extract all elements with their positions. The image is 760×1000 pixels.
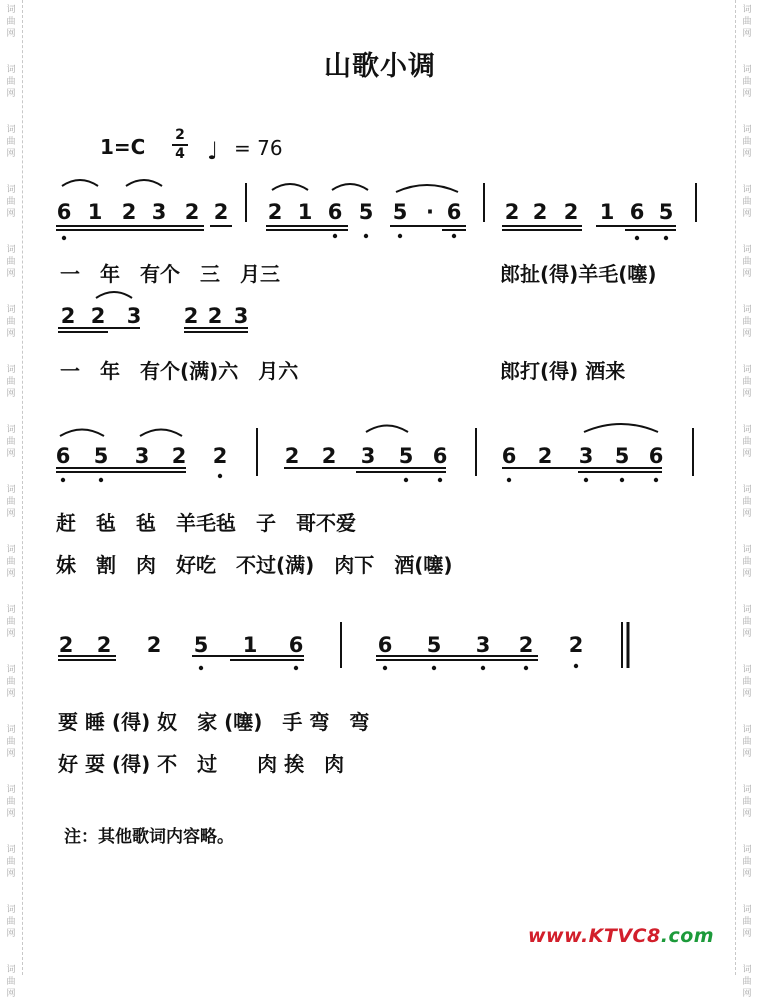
watermark-text: 词 曲 网 <box>742 725 752 759</box>
slur <box>584 424 658 432</box>
jianpu-note: 2 <box>184 200 200 224</box>
watermark-text: 词 曲 网 <box>742 665 752 699</box>
page-title: 山歌小调 <box>324 51 436 82</box>
jianpu-note: 6 <box>377 633 393 657</box>
watermark-text: 词 曲 网 <box>742 5 752 39</box>
jianpu-note: 3 <box>233 304 249 328</box>
jianpu-note: 2 <box>207 304 223 328</box>
jianpu-note: 2 <box>58 633 74 657</box>
octave-dot <box>398 234 402 238</box>
jianpu-note: · <box>426 200 434 224</box>
jianpu-note: 3 <box>578 444 594 468</box>
lyrics-line <box>60 355 298 384</box>
jianpu-note: 2 <box>121 200 137 224</box>
octave-dot <box>383 666 387 670</box>
jianpu-note: 6 <box>446 200 462 224</box>
jianpu-note: 2 <box>504 200 520 224</box>
slur <box>62 180 98 186</box>
time-signature-bottom: 4 <box>175 146 185 162</box>
lyrics-line <box>500 258 657 287</box>
watermark-text: 词 曲 网 <box>742 65 752 99</box>
jianpu-note: 2 <box>532 200 548 224</box>
jianpu-note: 1 <box>297 200 313 224</box>
jianpu-note: 1 <box>599 200 615 224</box>
lyric-segment: 郎扯(得)羊毛(噻) <box>500 262 657 286</box>
jianpu-note: 5 <box>392 200 408 224</box>
lyrics-line <box>56 549 453 578</box>
watermark-text: 词 曲 网 <box>6 425 16 459</box>
watermark-text: 词 曲 网 <box>742 245 752 279</box>
tempo-marking: = 76 <box>234 136 283 160</box>
jianpu-note: 6 <box>56 200 72 224</box>
octave-dot <box>199 666 203 670</box>
watermark-text: 词 曲 网 <box>6 185 16 219</box>
footnote: 注：其他歌词内容略。 <box>64 827 234 847</box>
watermark-text: 词 曲 网 <box>742 485 752 519</box>
jianpu-note: 2 <box>171 444 187 468</box>
jianpu-note: 6 <box>648 444 664 468</box>
lyrics-line <box>60 258 280 287</box>
watermark-text: 词 曲 网 <box>6 305 16 339</box>
jianpu-note: 6 <box>55 444 71 468</box>
octave-dot <box>452 234 456 238</box>
lyric-segment: 好 耍 (得) 不 过 肉 挨 肉 <box>58 752 345 776</box>
jianpu-note: 5 <box>398 444 414 468</box>
jianpu-note: 2 <box>146 633 162 657</box>
octave-dot <box>584 478 588 482</box>
jianpu-note: 2 <box>183 304 199 328</box>
watermark-text: 词 曲 网 <box>742 365 752 399</box>
jianpu-note: 5 <box>193 633 209 657</box>
watermark-text: 词 曲 网 <box>6 965 16 999</box>
jianpu-note: 3 <box>126 304 142 328</box>
octave-dot <box>574 664 578 668</box>
jianpu-note: 2 <box>518 633 534 657</box>
watermark-text: 词 曲 网 <box>742 845 752 879</box>
site-logo <box>528 925 714 947</box>
slur <box>366 426 408 433</box>
octave-dot <box>432 666 436 670</box>
lyric-segment: 一 年 有个(满)六 月六 <box>60 359 299 383</box>
watermark-text: 词 曲 网 <box>6 245 16 279</box>
jianpu-note: 5 <box>614 444 630 468</box>
jianpu-note: 2 <box>90 304 106 328</box>
jianpu-note: 6 <box>432 444 448 468</box>
jianpu-note: 2 <box>212 444 228 468</box>
site-prefix: www. <box>528 925 589 947</box>
octave-dot <box>620 478 624 482</box>
jianpu-note: 3 <box>360 444 376 468</box>
octave-dot <box>524 666 528 670</box>
octave-dot <box>404 478 408 482</box>
octave-dot <box>364 234 368 238</box>
lyrics-line <box>58 748 344 777</box>
octave-dot <box>99 478 103 482</box>
watermark-text: 词 曲 网 <box>6 785 16 819</box>
octave-dot <box>62 236 66 240</box>
jianpu-note: 2 <box>563 200 579 224</box>
watermark-text: 词 曲 网 <box>742 905 752 939</box>
jianpu-note: 6 <box>501 444 517 468</box>
key-signature: 1=C <box>100 135 146 159</box>
jianpu-note: 5 <box>358 200 374 224</box>
time-signature-top: 2 <box>175 127 185 143</box>
jianpu-note: 3 <box>475 633 491 657</box>
quarter-note-icon: ♩ <box>207 137 219 165</box>
octave-dot <box>438 478 442 482</box>
watermark-text: 词 曲 网 <box>6 125 16 159</box>
watermark-text: 词 曲 网 <box>742 125 752 159</box>
lyric-segment: 一 年 有个 三 月三 <box>60 262 280 286</box>
jianpu-note: 3 <box>151 200 167 224</box>
jianpu-note: 2 <box>267 200 283 224</box>
watermark-text: 词 曲 网 <box>742 425 752 459</box>
watermark-text: 词 曲 网 <box>6 5 16 39</box>
jianpu-note: 5 <box>658 200 674 224</box>
octave-dot <box>218 474 222 478</box>
jianpu-note: 1 <box>87 200 103 224</box>
watermark-text: 词 曲 网 <box>6 665 16 699</box>
octave-dot <box>635 236 639 240</box>
slur <box>140 430 182 437</box>
watermark-text: 词 曲 网 <box>6 365 16 399</box>
octave-dot <box>333 234 337 238</box>
jianpu-note: 3 <box>134 444 150 468</box>
jianpu-note: 6 <box>288 633 304 657</box>
jianpu-note: 2 <box>60 304 76 328</box>
watermark-text: 词 曲 网 <box>742 185 752 219</box>
octave-dot <box>481 666 485 670</box>
watermark-text: 词 曲 网 <box>6 725 16 759</box>
jianpu-note: 2 <box>213 200 229 224</box>
watermark-text: 词 曲 网 <box>742 785 752 819</box>
slur <box>332 184 368 190</box>
octave-dot <box>664 236 668 240</box>
slur <box>272 184 308 190</box>
lyric-segment: 赶 毡 毡 羊毛毡 子 哥不爱 <box>56 511 356 535</box>
watermark-text: 词 曲 网 <box>6 905 16 939</box>
lyrics-line <box>56 507 356 536</box>
jianpu-note: 6 <box>629 200 645 224</box>
slur <box>60 430 104 437</box>
lyric-segment: 郎打(得) 酒来 <box>500 359 626 383</box>
lyrics-line <box>500 355 625 384</box>
jianpu-note: 6 <box>327 200 343 224</box>
watermark-text: 词 曲 网 <box>6 65 16 99</box>
jianpu-note: 5 <box>93 444 109 468</box>
slur <box>96 292 132 298</box>
site-name: KTVC8 <box>588 925 661 947</box>
jianpu-note: 2 <box>96 633 112 657</box>
lyric-segment: 要 睡 (得) 奴 家 (噻) 手 弯 弯 <box>58 710 370 734</box>
octave-dot <box>654 478 658 482</box>
lyric-segment: 妹 割 肉 好吃 不过(满) 肉下 酒(噻) <box>56 553 453 577</box>
watermark-text: 词 曲 网 <box>6 545 16 579</box>
lyrics-line <box>58 706 369 735</box>
octave-dot <box>507 478 511 482</box>
octave-dot <box>294 666 298 670</box>
jianpu-note: 1 <box>242 633 258 657</box>
jianpu-note: 2 <box>321 444 337 468</box>
jianpu-note: 5 <box>426 633 442 657</box>
octave-dot <box>61 478 65 482</box>
site-suffix: .com <box>660 925 715 947</box>
watermark-text: 词 曲 网 <box>742 605 752 639</box>
jianpu-note: 2 <box>284 444 300 468</box>
watermark-text: 词 曲 网 <box>742 965 752 999</box>
jianpu-note: 2 <box>568 633 584 657</box>
watermark-text: 词 曲 网 <box>6 605 16 639</box>
watermark-text: 词 曲 网 <box>6 485 16 519</box>
watermark-text: 词 曲 网 <box>742 305 752 339</box>
watermark-text: 词 曲 网 <box>742 545 752 579</box>
slur <box>126 180 162 186</box>
watermark-text: 词 曲 网 <box>6 845 16 879</box>
jianpu-note: 2 <box>537 444 553 468</box>
slur <box>396 185 458 192</box>
